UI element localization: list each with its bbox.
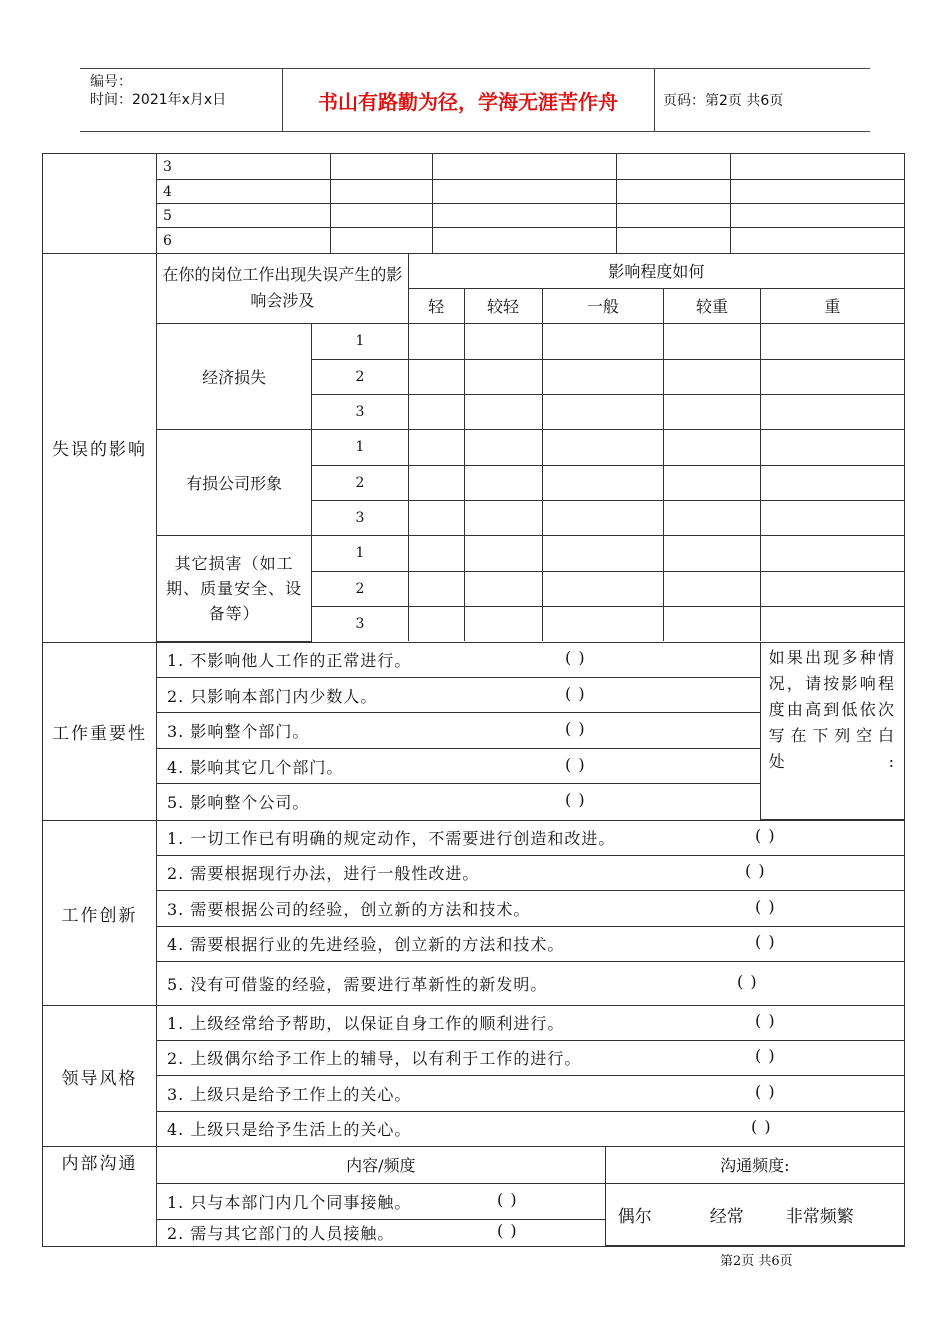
rating-cell[interactable] xyxy=(408,359,464,394)
rating-cell[interactable] xyxy=(664,359,761,394)
option-text: 5. 没有可借鉴的经验，需要进行革新性的新发明。 xyxy=(167,974,548,994)
option-text: 5. 影响整个公司。 xyxy=(167,793,310,813)
continued-label-cell xyxy=(43,154,157,254)
category-reputation: 有损公司形象 xyxy=(157,429,312,535)
header-page-label: 页码：第2页 共6页 xyxy=(663,93,784,109)
rating-cell[interactable] xyxy=(542,359,664,394)
option-text: 4. 需要根据行业的先进经验，创立新的方法和技术。 xyxy=(167,935,565,954)
top-row-number: 6 xyxy=(157,228,331,254)
answer-paren[interactable]: ( ) xyxy=(565,754,586,774)
rating-cell[interactable] xyxy=(408,606,464,641)
rating-cell[interactable] xyxy=(664,394,761,429)
frequency-very-frequent[interactable]: 非常频繁 xyxy=(785,1206,854,1227)
rating-cell[interactable] xyxy=(664,500,761,535)
rating-cell[interactable] xyxy=(664,429,761,465)
rating-cell[interactable] xyxy=(760,535,904,571)
category-economic: 经济损失 xyxy=(157,323,312,429)
option-text: 4. 影响其它几个部门。 xyxy=(167,757,344,777)
rating-cell[interactable] xyxy=(542,535,664,571)
communication-option[interactable] xyxy=(157,1183,605,1219)
rating-cell[interactable] xyxy=(542,465,664,500)
option-text: 3. 影响整个部门。 xyxy=(167,722,310,741)
importance-table xyxy=(157,643,904,821)
rating-cell[interactable] xyxy=(542,429,664,465)
innovation-label: 工作创新 xyxy=(43,821,157,1006)
top-row-number: 3 xyxy=(157,154,331,180)
option-text: 3. 上级只是给予工作上的关心。 xyxy=(167,1084,412,1104)
content-header: 内容/频度 xyxy=(157,1147,605,1183)
rating-cell[interactable] xyxy=(464,535,542,571)
rating-cell[interactable] xyxy=(760,606,904,641)
option-text: 1. 上级经常给予帮助，以保证自身工作的顺利进行。 xyxy=(167,1014,565,1034)
form-cell[interactable] xyxy=(433,204,617,228)
category-row-number: 2 xyxy=(312,571,409,606)
option-text: 2. 需要根据现行办法，进行一般性改进。 xyxy=(167,864,480,883)
option-text: 2. 上级偶尔给予工作上的辅导，以有利于工作的进行。 xyxy=(167,1049,582,1068)
category-row-number: 3 xyxy=(312,606,409,641)
level-heavier: 较重 xyxy=(664,288,761,323)
time-label: 时间：2021年x月x日 xyxy=(90,92,227,108)
rating-cell[interactable] xyxy=(664,535,761,571)
rating-cell[interactable] xyxy=(464,323,542,359)
answer-paren[interactable]: ( ) xyxy=(565,683,586,703)
level-normal: 一般 xyxy=(542,288,664,323)
form-cell[interactable] xyxy=(617,204,731,228)
form-cell[interactable] xyxy=(433,180,617,204)
rating-cell[interactable] xyxy=(542,500,664,535)
option-text: 2. 需与其它部门的人员接触。 xyxy=(167,1223,395,1243)
answer-paren[interactable]: ( ) xyxy=(497,1189,518,1209)
rating-cell[interactable] xyxy=(542,394,664,429)
importance-note: 如果出现多种情况，请按影响程度由高到低依次写在下列空白处: xyxy=(760,643,904,820)
answer-paren[interactable]: ( ) xyxy=(755,1011,776,1031)
page-footer: 第2页 共6页 xyxy=(720,1254,793,1269)
level-heavy: 重 xyxy=(760,288,904,323)
leadership-option[interactable] xyxy=(157,1040,904,1075)
rating-cell[interactable] xyxy=(542,606,664,641)
rating-cell[interactable] xyxy=(664,465,761,500)
category-row-number: 3 xyxy=(312,394,409,429)
category-other: 其它损害（如工期、质量安全、设备等） xyxy=(157,535,312,641)
top-row-number: 5 xyxy=(157,204,331,228)
leadership-block xyxy=(157,1006,905,1147)
rating-cell[interactable] xyxy=(408,535,464,571)
innovation-block xyxy=(157,821,905,1006)
rating-cell[interactable] xyxy=(664,606,761,641)
importance-option[interactable] xyxy=(157,643,760,678)
importance-label: 工作重要性 xyxy=(43,642,157,821)
innovation-option[interactable] xyxy=(157,821,904,855)
answer-paren[interactable]: ( ) xyxy=(755,826,776,846)
rating-cell[interactable] xyxy=(464,606,542,641)
frequency-options xyxy=(605,1183,904,1245)
rating-cell[interactable] xyxy=(464,429,542,465)
category-row-number: 3 xyxy=(312,500,409,535)
innovation-option[interactable] xyxy=(157,890,904,926)
form-cell[interactable] xyxy=(731,154,905,180)
importance-option[interactable] xyxy=(157,678,760,713)
leadership-option[interactable] xyxy=(157,1006,904,1040)
rating-cell[interactable] xyxy=(664,571,761,606)
rating-cell[interactable] xyxy=(542,571,664,606)
form-cell[interactable] xyxy=(331,204,433,228)
impact-degree-title: 影响程度如何 xyxy=(408,254,904,288)
innovation-option[interactable] xyxy=(157,961,904,1005)
rating-cell[interactable] xyxy=(464,500,542,535)
rating-cell[interactable] xyxy=(464,571,542,606)
form-cell[interactable] xyxy=(331,180,433,204)
option-text: 1. 不影响他人工作的正常进行。 xyxy=(167,651,412,671)
frequency-occasional[interactable]: 偶尔 xyxy=(617,1206,652,1227)
form-cell[interactable] xyxy=(617,154,731,180)
category-row-number: 1 xyxy=(312,323,409,359)
answer-paren[interactable]: ( ) xyxy=(755,896,776,916)
answer-paren[interactable]: ( ) xyxy=(565,790,586,810)
rating-cell[interactable] xyxy=(760,394,904,429)
rating-cell[interactable] xyxy=(408,429,464,465)
rating-cell[interactable] xyxy=(664,323,761,359)
rating-cell[interactable] xyxy=(760,571,904,606)
leadership-option[interactable] xyxy=(157,1075,904,1111)
communication-option[interactable] xyxy=(157,1219,605,1245)
rating-cell[interactable] xyxy=(408,571,464,606)
form-cell[interactable] xyxy=(731,228,905,254)
leadership-label: 领导风格 xyxy=(43,1006,157,1147)
answer-paren[interactable]: ( ) xyxy=(745,861,766,880)
frequency-header: 沟通频度: xyxy=(605,1147,904,1183)
option-text: 1. 一切工作已有明确的规定动作，不需要进行创造和改进。 xyxy=(167,829,616,849)
leadership-option[interactable] xyxy=(157,1111,904,1146)
form-cell[interactable] xyxy=(433,154,617,180)
option-text: 3. 需要根据公司的经验，创立新的方法和技术。 xyxy=(167,899,531,919)
answer-paren[interactable]: ( ) xyxy=(755,1081,776,1101)
serial-label: 编号： xyxy=(90,74,132,90)
communication-label: 内部沟通 xyxy=(43,1147,157,1247)
error-impact-table xyxy=(157,254,904,642)
answer-paren[interactable]: ( ) xyxy=(751,1117,772,1137)
option-text: 1. 只与本部门内几个同事接触。 xyxy=(167,1192,412,1212)
slogan: 书山有路勤为径，学海无涯苦作舟 xyxy=(282,69,655,131)
rating-cell[interactable] xyxy=(464,359,542,394)
form-cell[interactable] xyxy=(731,204,905,228)
impact-question: 在你的岗位工作出现失误产生的影响会涉及 xyxy=(157,254,408,323)
rating-cell[interactable] xyxy=(408,465,464,500)
rating-cell[interactable] xyxy=(760,500,904,535)
rating-cell[interactable] xyxy=(464,394,542,429)
page-header xyxy=(80,68,870,132)
rating-cell[interactable] xyxy=(464,465,542,500)
form-cell[interactable] xyxy=(331,228,433,254)
form-cell[interactable] xyxy=(433,228,617,254)
level-lighter: 较轻 xyxy=(464,288,542,323)
answer-paren[interactable]: ( ) xyxy=(497,1220,518,1240)
importance-option[interactable] xyxy=(157,713,760,749)
rating-cell[interactable] xyxy=(408,394,464,429)
rating-cell[interactable] xyxy=(760,465,904,500)
top-row-number: 4 xyxy=(157,180,331,204)
answer-paren[interactable]: ( ) xyxy=(565,648,586,668)
innovation-option[interactable] xyxy=(157,926,904,961)
rating-cell[interactable] xyxy=(542,323,664,359)
rating-cell[interactable] xyxy=(760,323,904,359)
level-light: 轻 xyxy=(408,288,464,323)
answer-paren[interactable]: ( ) xyxy=(737,971,758,991)
error-impact-label: 失误的影响 xyxy=(43,254,157,643)
innovation-table xyxy=(157,821,904,1005)
rating-cell[interactable] xyxy=(408,500,464,535)
category-row-number: 1 xyxy=(312,535,409,571)
importance-option[interactable] xyxy=(157,784,760,820)
category-row-number: 2 xyxy=(312,359,409,394)
form-cell[interactable] xyxy=(617,180,731,204)
communication-table xyxy=(157,1147,904,1246)
category-row-number: 1 xyxy=(312,429,409,465)
option-text: 4. 上级只是给予生活上的关心。 xyxy=(167,1120,412,1140)
rating-cell[interactable] xyxy=(760,359,904,394)
category-row-number: 2 xyxy=(312,465,409,500)
job-analysis-form xyxy=(42,153,905,1247)
answer-paren[interactable]: ( ) xyxy=(755,1046,776,1065)
form-cell[interactable] xyxy=(731,180,905,204)
answer-paren[interactable]: ( ) xyxy=(755,932,776,951)
innovation-option[interactable] xyxy=(157,855,904,890)
rating-cell[interactable] xyxy=(760,429,904,465)
frequency-often[interactable]: 经常 xyxy=(709,1206,744,1227)
importance-option[interactable] xyxy=(157,749,760,784)
header-meta xyxy=(80,69,283,131)
form-cell[interactable] xyxy=(617,228,731,254)
option-text: 2. 只影响本部门内少数人。 xyxy=(167,686,378,706)
answer-paren[interactable]: ( ) xyxy=(565,719,586,738)
form-cell[interactable] xyxy=(331,154,433,180)
leadership-table xyxy=(157,1006,904,1146)
importance-block xyxy=(157,642,905,821)
error-impact-block xyxy=(157,254,905,643)
rating-cell[interactable] xyxy=(408,323,464,359)
communication-block xyxy=(157,1147,905,1247)
